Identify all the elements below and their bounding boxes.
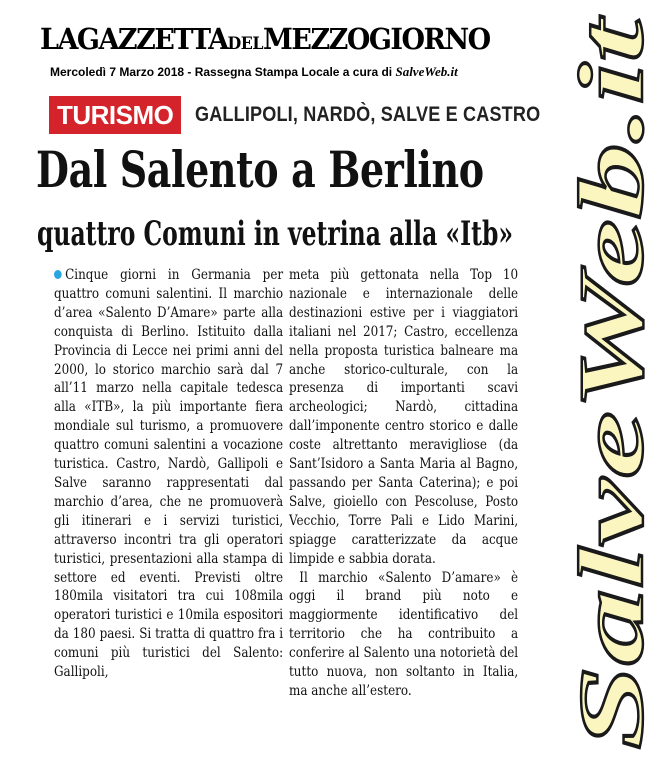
masthead-del: DEL [227,34,264,54]
subheadline: quattro Comuni in vetrina alla «Itb» [37,214,514,254]
article-paragraph [54,266,283,682]
masthead-la: LA [40,22,77,56]
article-paragraph: meta più gettonata nella Top 10 nazionale e internazionale delle destinazioni estive per i viaggiatori italiani nel 2017; Castro, eccellenza nella proposta turistica balneare ma anche storico-culturale, con la presenza di importanti scavi archeologici; Nardò, cittadina dall’imponente centro storico e dalle coste altrettanto meravigliose (da Sant’Isidoro a Santa Maria al Bagno, passando per Santa Caterina); e poi Salve, gioiello con Pescoluse, Posto Vecchio, Torre Pali e Lido Marini, spiagge caratterizzate da acque limpide e sabbia dorata. [289,267,519,567]
section-tag: TURISMO [49,96,181,134]
article-column-right [289,266,518,701]
watermark-text: SalveWeb.it [560,309,662,750]
article-col1-text: Cinque giorni in Germania per quattro comuni salentini. Il marchio d’area «Salento D’Amare» parte alla conquista di Berlino. Istituito dalla Provincia di Lecce nei primi anni del 2000, lo storico marchio sarà dal 7 all’11 marzo nella capitale tedesca alla «ITB», la più importante fiera mondiale sul turismo, a promuovere quattro comuni salentini a vocazione turistica. Castro, Nardò, Gallipoli e Salve saranno rappresentati dal marchio d’area, che ne promuoverà gli itinerari e i servizi turistici, attraverso incontri tra gli operatori turistici, presentazioni alla stampa di settore ed eventi. Previsti oltre 180mila visitatori tra cui 108mila operatori turistici e 10mila espositori da 180 paesi. Si tratta di quattro fra i comuni più turistici del Salento: Gallipoli, [54,267,284,681]
press-review-text: Mercoledì 7 Marzo 2018 - Rassegna Stampa Locale a cura di [50,65,396,79]
headline: Dal Salento a Berlino [36,140,484,199]
masthead-mezzogiorno: MEZZOGIORNO [263,22,490,56]
kicker-row [49,96,597,134]
salveweb-watermark [560,8,664,758]
masthead-gazzetta: GAZZETTA [76,22,228,56]
kicker-places: GALLIPOLI, NARDÒ, SALVE E CASTRO [195,103,541,126]
press-review-brand: SalveWeb.it [395,64,458,79]
bullet-icon [54,270,62,279]
newspaper-masthead [40,22,490,56]
article-paragraph: Il marchio «Salento D’amare» è oggi il brand più noto e maggiormente identificativo del territorio che ha contribuito a conferire al Salento una notorietà del tutto nuova, non soltanto in Italia, ma anche all’estero. [289,569,519,699]
article-column-left [54,266,283,682]
press-review-line [50,64,510,80]
